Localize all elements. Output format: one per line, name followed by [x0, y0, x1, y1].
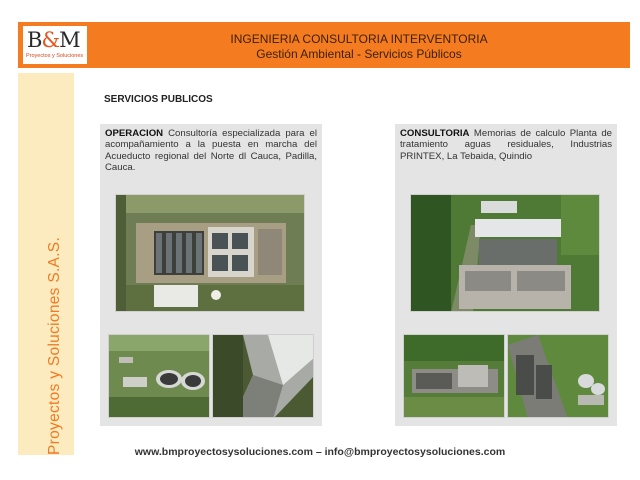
header-title: INGENIERIA CONSULTORIA INTERVENTORIA [230, 32, 488, 46]
tanks-aerial-photo [507, 334, 609, 418]
project-label: CONSULTORIA [400, 128, 470, 139]
treatment-plant-photo [410, 194, 600, 312]
project-text: Consultoría especializada para el acompañamiento a la puesta en marcha del Acueducto regional del Norte dl Cauca, Padilla, Cauca. [105, 128, 317, 174]
project-text: Memorias de calculo Planta de tratamiento aguas residuales, Industrias PRINTEX, La Tebaida, Quindio [400, 128, 612, 162]
contact-footer: www.bmproyectosysoluciones.com – info@bmproyectosysoluciones.com [134, 446, 506, 458]
sidebar-band [18, 73, 74, 455]
header-subtitle: Gestión Ambiental - Servicios Públicos [256, 47, 462, 61]
logo-subtitle: Proyectos y Soluciones [26, 53, 84, 59]
project-description [105, 128, 317, 174]
project-label: OPERACION [105, 128, 164, 139]
company-name-vertical: Proyectos y Soluciones S.A.S. [46, 236, 63, 455]
section-title: SERVICIOS PUBLICOS [104, 94, 213, 105]
water-tanks-photo [108, 334, 210, 418]
header-band [18, 22, 630, 68]
river-intake-photo [212, 334, 314, 418]
settling-tank-photo [403, 334, 505, 418]
project-panel-operacion [100, 124, 322, 426]
project-panel-consultoria [395, 124, 617, 426]
aqueduct-aerial-photo [115, 194, 305, 312]
logo-mark: B&M [27, 28, 80, 52]
company-logo [23, 26, 87, 64]
project-description [400, 128, 612, 162]
